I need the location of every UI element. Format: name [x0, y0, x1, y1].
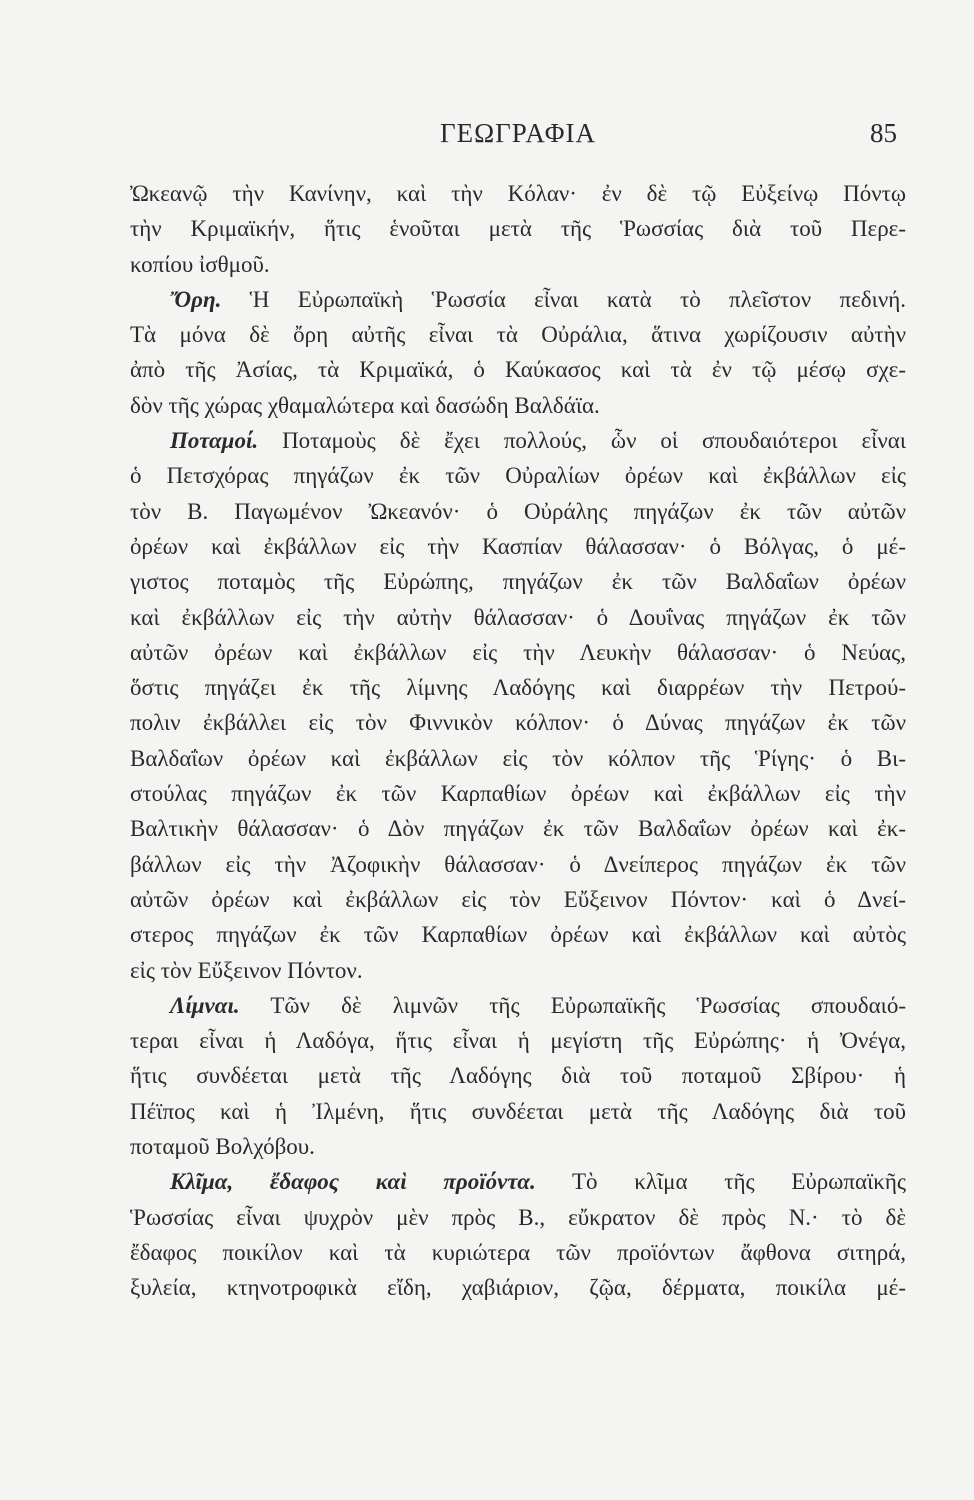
text-line: Τὰ μόνα δὲ ὄρη αὐτῆς εἶναι τὰ Οὐράλια, ἅτινα χωρίζουσιν αὐτὴν — [130, 322, 906, 348]
text-run: Ποταμοὺς δὲ ἔχει πολλούς, ὧν οἱ σπουδαιότεροι εἶναι — [282, 428, 906, 454]
text-run: Τῶν δὲ λιμνῶν τῆς Εὐρωπαϊκῆς Ῥωσσίας σπουδαιό- — [270, 992, 906, 1018]
text-line: δὸν τῆς χώρας χθαμαλώτερα καὶ δασώδη Βαλδάϊα. — [130, 392, 600, 418]
text-line: κοπίου ἰσθμοῦ. — [130, 251, 270, 277]
text-line: γιστος ποταμὸς τῆς Εὐρώπης, πηγάζων ἐκ τῶν Βαλδαΐων ὀρέων — [130, 569, 906, 595]
text-line: αὐτῶν ὀρέων καὶ ἐκβάλλων εἰς τὴν Λευκὴν θάλασσαν· ὁ Νεύας, — [130, 639, 906, 665]
text-line: τὴν Κριμαϊκήν, ἥτις ἑνοῦται μετὰ τῆς Ῥωσσίας διὰ τοῦ Περε- — [130, 216, 906, 242]
text-line — [130, 1164, 906, 1199]
text-line: αὐτῶν ὀρέων καὶ ἐκβάλλων εἰς τὸν Εὔξεινον Πόντον· καὶ ὁ Δνεί- — [130, 886, 906, 912]
text-line: ὁ Πετσχόρας πηγάζων ἐκ τῶν Οὐραλίων ὀρέων καὶ ἐκβάλλων εἰς — [130, 463, 906, 489]
body-text — [130, 176, 906, 1306]
text-line: ὀρέων καὶ ἐκβάλλων εἰς τὴν Κασπίαν θάλασσαν· ὁ Βόλγας, ὁ μέ- — [130, 533, 906, 559]
text-line: πολιν ἐκβάλλει εἰς τὸν Φιννικὸν κόλπον· ὁ Δύνας πηγάζων ἐκ τῶν — [130, 710, 906, 736]
text-line: βάλλων εἰς τὴν Ἀζοφικὴν θάλασσαν· ὁ Δνείπερος πηγάζων ἐκ τῶν — [130, 851, 906, 877]
text-line: Ὠκεανῷ τὴν Κανίνην, καὶ τὴν Κόλαν· ἐν δὲ τῷ Εὐξείνῳ Πόντῳ — [130, 181, 906, 206]
section-heading: Ποταμοί. — [170, 428, 259, 454]
section-heading: Λίμναι. — [170, 992, 240, 1018]
section-heading: Ὄρη. — [170, 286, 222, 312]
text-line — [130, 282, 906, 317]
text-line: Βαλτικὴν θάλασσαν· ὁ Δὸν πηγάζων ἐκ τῶν Βαλδαΐων ὀρέων καὶ ἐκ- — [130, 816, 906, 842]
text-line: Βαλδαΐων ὀρέων καὶ ἐκβάλλων εἰς τὸν κόλπον τῆς Ῥίγης· ὁ Βι- — [130, 745, 906, 771]
text-line: ὅστις πηγάζει ἐκ τῆς λίμνης Λαδόγης καὶ διαρρέων τὴν Πετρού- — [130, 675, 906, 701]
text-run: Ἡ Εὐρωπαϊκὴ Ῥωσσία εἶναι κατὰ τὸ πλεῖστον πεδινή. — [249, 286, 906, 312]
section-heading: Κλῖμα, ἔδαφος καὶ προϊόντα. — [170, 1169, 536, 1195]
page-header — [0, 118, 974, 158]
text-line: στούλας πηγάζων ἐκ τῶν Καρπαθίων ὀρέων καὶ ἐκβάλλων εἰς τὴν — [130, 781, 906, 807]
running-title: ΓΕΩΓΡΑΦΙΑ — [440, 118, 596, 148]
text-line: ἔδαφος ποικίλον καὶ τὰ κυριώτερα τῶν προϊόντων ἄφθονα σιτηρά, — [130, 1239, 906, 1265]
text-line: ποταμοῦ Βολχόβου. — [130, 1134, 315, 1160]
text-line: ξυλεία, κτηνοτροφικὰ εἴδη, χαβιάριον, ζῷα, δέρματα, ποικίλα μέ- — [130, 1275, 906, 1301]
text-line: τεραι εἶναι ἡ Λαδόγα, ἥτις εἶναι ἡ μεγίστη τῆς Εὐρώπης· ἡ Ὀνέγα, — [130, 1028, 906, 1054]
page-number: 85 — [870, 118, 897, 148]
text-line: Ῥωσσίας εἶναι ψυχρὸν μὲν πρὸς Β., εὔκρατον δὲ πρὸς Ν.· τὸ δὲ — [130, 1204, 906, 1230]
text-line: καὶ ἐκβάλλων εἰς τὴν αὐτὴν θάλασσαν· ὁ Δουΐνας πηγάζων ἐκ τῶν — [130, 604, 906, 630]
text-line: ἥτις συνδέεται μετὰ τῆς Λαδόγης διὰ τοῦ ποταμοῦ Σβίρου· ἡ — [130, 1063, 906, 1089]
text-line: ἀπὸ τῆς Ἀσίας, τὰ Κριμαϊκά, ὁ Καύκασος καὶ τὰ ἐν τῷ μέσῳ σχε- — [130, 357, 906, 383]
text-line — [130, 423, 906, 458]
text-line: στερος πηγάζων ἐκ τῶν Καρπαθίων ὀρέων καὶ ἐκβάλλων καὶ αὐτὸς — [130, 922, 906, 948]
text-line: τὸν Β. Παγωμένον Ὠκεανόν· ὁ Οὐράλης πηγάζων ἐκ τῶν αὐτῶν — [130, 498, 906, 524]
text-line — [130, 988, 906, 1023]
text-run: Τὸ κλῖμα τῆς Εὐρωπαϊκῆς — [572, 1169, 906, 1195]
text-line: εἰς τὸν Εὔξεινον Πόντον. — [130, 957, 363, 983]
text-line: Πέϊπος καὶ ἡ Ἰλμένη, ἥτις συνδέεται μετὰ τῆς Λαδόγης διὰ τοῦ — [130, 1098, 906, 1124]
